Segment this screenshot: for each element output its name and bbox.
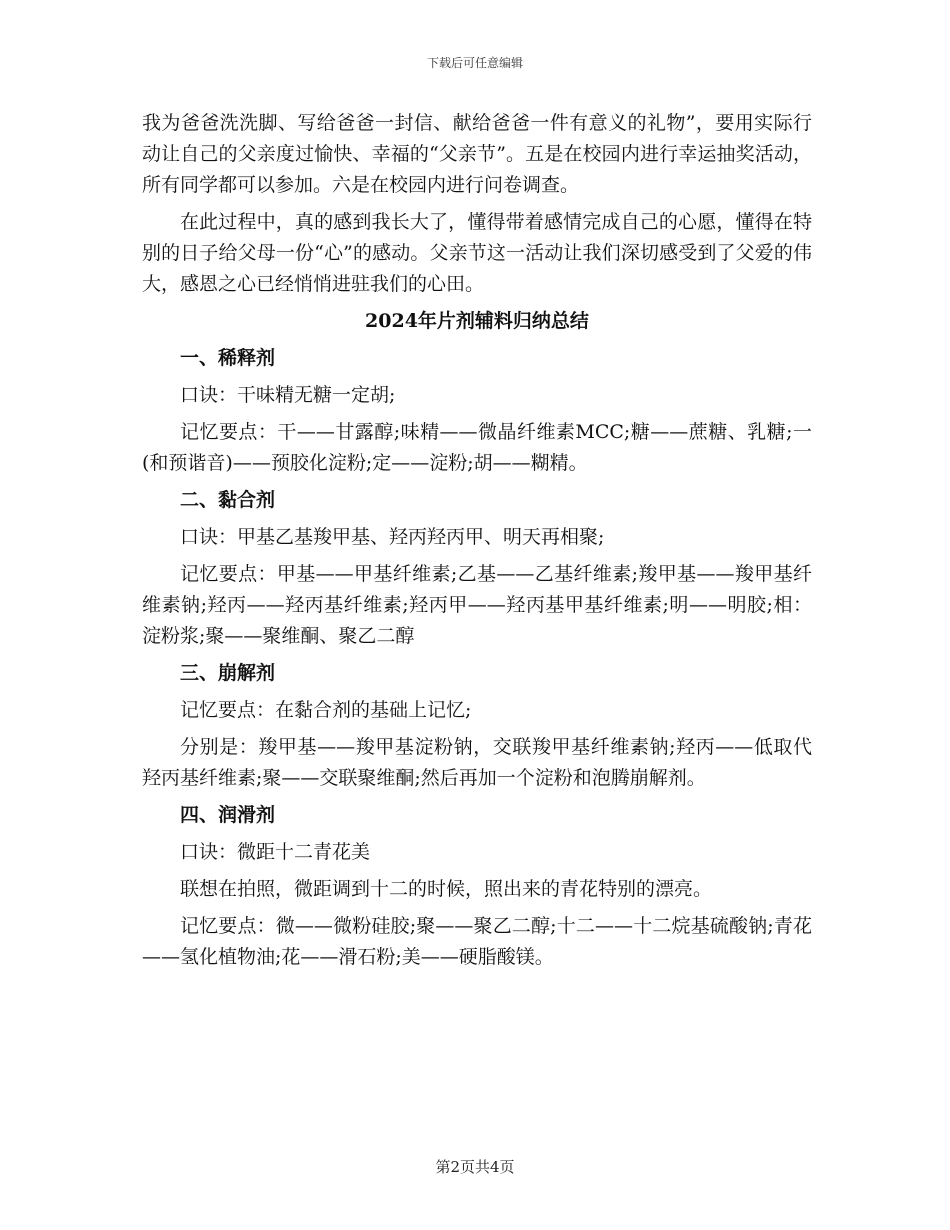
intro-paragraph-1: 我为爸爸洗洗脚、写给爸爸一封信、献给爸爸一件有意义的礼物”，要用实际行动让自己的父亲度过愉快、幸福的“父亲节”。五是在校园内进行幸运抽奖活动，所有同学都可以参加。六是在校园内进行问卷调查。 [142, 112, 812, 196]
section-heading-disintegrant: 三、崩解剂 [180, 662, 276, 684]
section-lubricant-association: 联想在拍照，微距调到十二的时候，照出来的青花特别的漂亮。 [180, 878, 713, 900]
section-heading-lubricant: 四、润滑剂 [180, 804, 276, 826]
section-lubricant-keypoints: 记忆要点：微——微粉硅胶;聚——聚乙二醇;十二——十二烷基硫酸钠;青花——氢化植物油;花——滑石粉;美——硬脂酸镁。 [142, 915, 812, 968]
section-heading-diluent: 一、稀释剂 [180, 347, 276, 369]
intro-paragraph-2: 在此过程中，真的感到我长大了，懂得带着感情完成自己的心愿，懂得在特别的日子给父母一份“心”的感动。父亲节这一活动让我们深切感受到了父爱的伟大，感恩之心已经悄悄进驻我们的心田。 [142, 211, 812, 295]
document-body [142, 108, 812, 979]
section-heading-binder: 二、黏合剂 [180, 489, 276, 511]
section-diluent-keypoints: 记忆要点：干——甘露醇;味精——微晶纤维素MCC;糖——蔗糖、乳糖;一(和预谐音)——预胶化淀粉;定——淀粉;胡——糊精。 [142, 421, 812, 474]
page-footer: 第2页共4页 [435, 1158, 515, 1176]
section-diluent-mnemonic: 口诀：干味精无糖一定胡; [180, 384, 396, 406]
article-title: 2024年片剂辅料归纳总结 [365, 310, 589, 332]
page-header: 下载后可任意编辑 [426, 56, 523, 70]
section-binder-keypoints: 记忆要点：甲基——甲基纤维素;乙基——乙基纤维素;羧甲基——羧甲基纤维素钠;羟丙——羟丙基纤维素;羟丙甲——羟丙基甲基纤维素;明——明胶;相：淀粉浆;聚——聚维酮、聚乙二醇 [142, 563, 812, 647]
section-disintegrant-keypoints: 记忆要点：在黏合剂的基础上记忆; [180, 699, 472, 721]
section-binder-mnemonic: 口诀：甲基乙基羧甲基、羟丙羟丙甲、明天再相聚; [180, 526, 605, 548]
section-lubricant-mnemonic: 口诀：微距十二青花美 [180, 841, 371, 863]
section-disintegrant-details: 分别是：羧甲基——羧甲基淀粉钠，交联羧甲基纤维素钠;羟丙——低取代羟丙基纤维素;聚——交联聚维酮;然后再加一个淀粉和泡腾崩解剂。 [142, 736, 812, 789]
